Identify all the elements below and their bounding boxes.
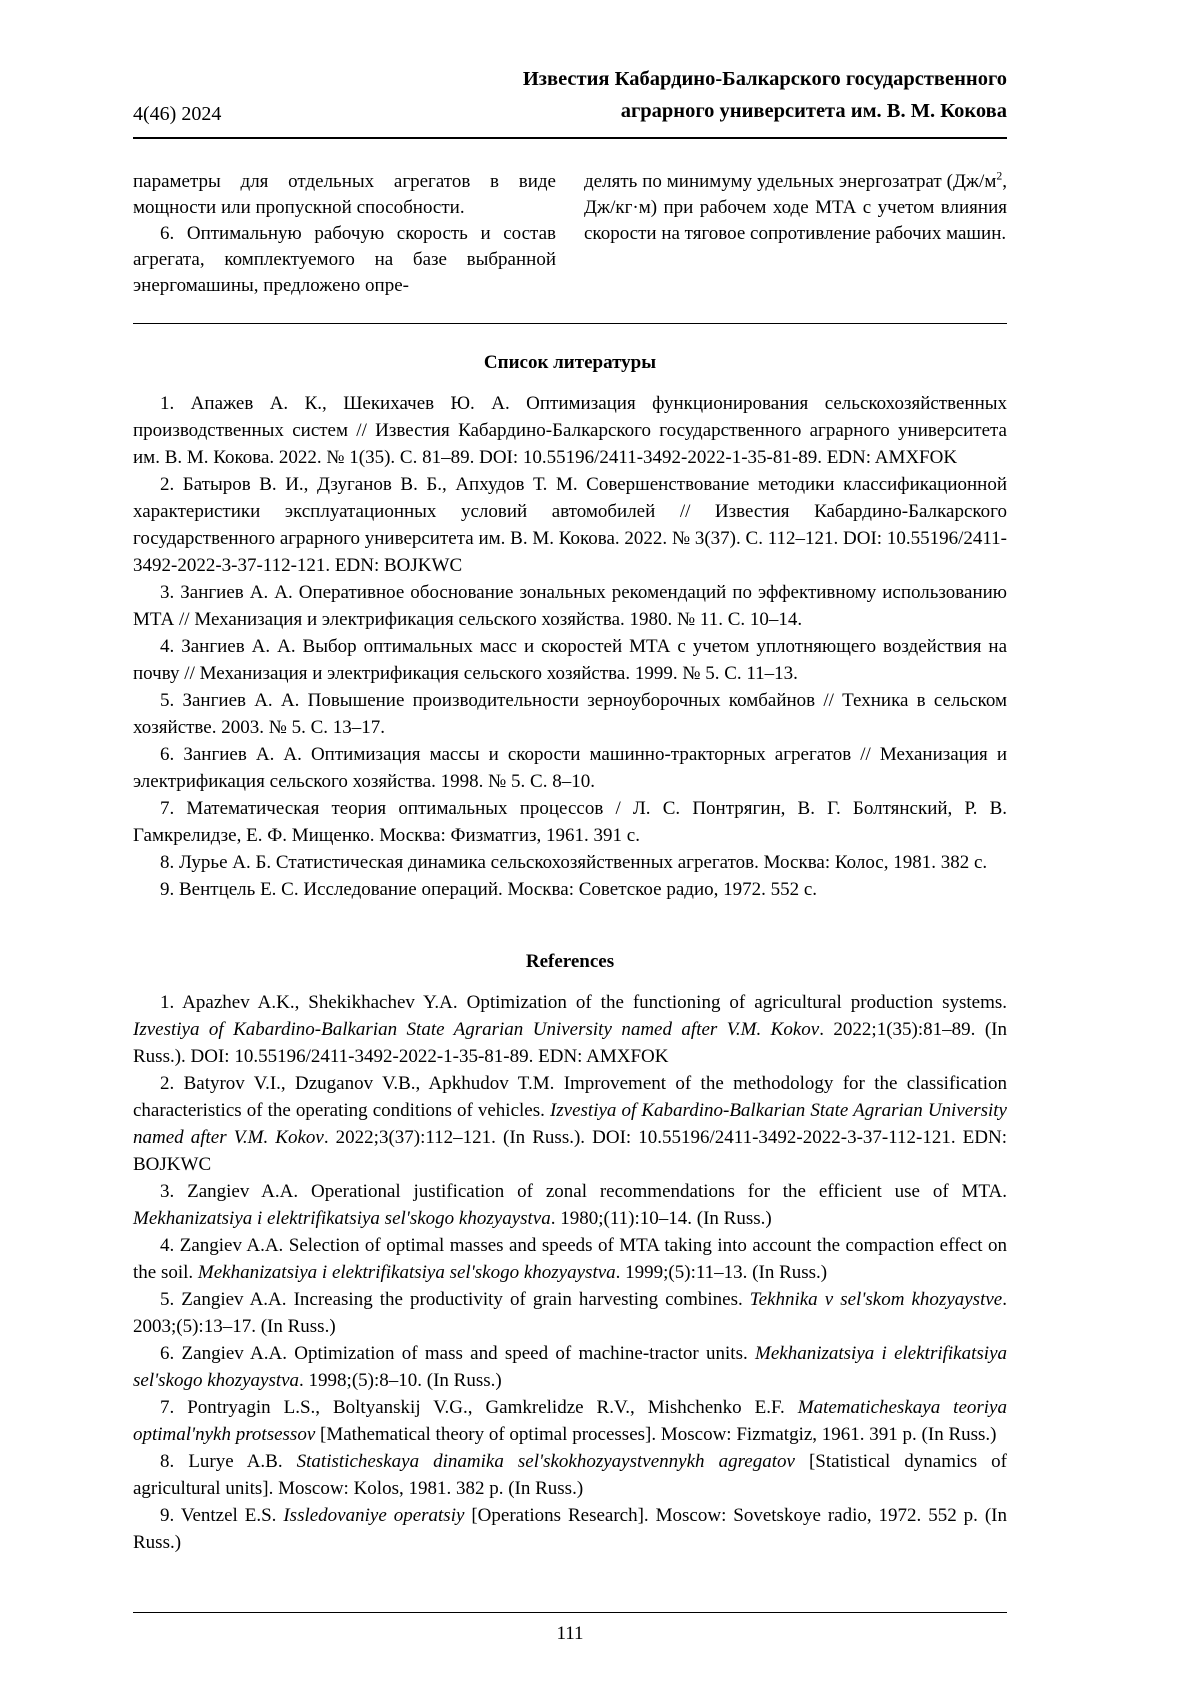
text-segment: 9. Вентцель Е. С. Исследование операций. Москва: Советское радио, 1972. 552 с. (160, 878, 818, 900)
right-column (584, 169, 1007, 299)
header-divider (133, 137, 1007, 139)
text-segment: 3. Зангиев А. А. Оперативное обоснование зональных рекомендаций по эффективному использованию МТА // Механизация и электрификация сельского хозяйства. 1980. № 11. С. 10–14. (133, 581, 1007, 630)
reference-item (133, 741, 1007, 795)
text-segment: 3. Zangiev A.A. Operational justification of zonal recommendations for the efficient use of MTA. (160, 1180, 1007, 1202)
reference-item (133, 687, 1007, 741)
text-segment: . 1998;(5):8–10. (In Russ.) (299, 1369, 502, 1391)
text-segment: 6. Zangiev A.A. Optimization of mass and speed of machine-tractor units. (160, 1342, 756, 1364)
article-body-text (133, 169, 1007, 299)
text-segment: 2. Batyrov V.I., Dzuganov V.B., Apkhudov T.M. Improvement of the methodology for the classification characteristics of the operating conditions of vehicles. (133, 1072, 1007, 1121)
superscript-text: 2 (996, 169, 1003, 183)
italic-text: Mekhanizatsiya i elektrifikatsiya sel'skogo khozyaystva (133, 1342, 1008, 1391)
text-segment: 5. Zangiev A.A. Increasing the productivity of grain harvesting combines. (160, 1288, 750, 1310)
reference-item (133, 390, 1007, 471)
text-segment: [Statistical dynamics of agricultural units]. Moscow: Kolos, 1981. 382 p. (In Russ.) (133, 1450, 1007, 1499)
text-segment: 1. Апажев А. К., Шекихачев Ю. А. Оптимизация функционирования сельскохозяйственных производственных систем // Известия Кабардино-Балкарского государственного аграрного университета им. В. М. Кокова. 2022. № 1(35). С. 81–89. DOI: 10.55196/2411-3492-2022-1-35-81-89. EDN: AMXFOK (133, 392, 1007, 468)
italic-text: Izvestiya of Kabardino-Balkarian State Agrarian University named after V.M. Kokov (133, 1018, 820, 1040)
journal-title-line2: аграрного университета им. В. М. Кокова (620, 99, 1007, 122)
reference-item (133, 1070, 1007, 1178)
journal-title (523, 64, 1007, 128)
text-segment: 4. Зангиев А. А. Выбор оптимальных масс и скоростей МТА с учетом уплотняющего воздействия на почву // Механизация и электрификация сельского хозяйства. 1999. № 5. С. 11–13. (133, 635, 1007, 684)
text-segment: . 2022;3(37):112–121. (In Russ.). DOI: 10.55196/2411-3492-2022-3-37-112-121. EDN: BOJKWC (133, 1126, 1008, 1175)
italic-text: Mekhanizatsiya i elektrifikatsiya sel'skogo khozyaystva (197, 1261, 616, 1283)
bibliography-en-list (133, 989, 1007, 1556)
reference-item (133, 579, 1007, 633)
italic-text: Matematicheskaya teoriya optimal'nykh protsessov (133, 1396, 1007, 1445)
text-segment: 4. Zangiev A.A. Selection of optimal masses and speeds of MTA taking into account the compaction effect on the soil. (133, 1234, 1007, 1283)
reference-item (133, 1286, 1007, 1340)
body-paragraph (133, 169, 556, 221)
text-segment: . 2022;1(35):81–89. (In Russ.). DOI: 10.55196/2411-3492-2022-1-35-81-89. EDN: AMXFOK (133, 1018, 1007, 1067)
bibliography-en-title: References (525, 950, 615, 972)
text-segment: 9. Ventzel E.S. (160, 1504, 284, 1526)
left-column (133, 169, 556, 299)
page-number: 111 (556, 1623, 584, 1644)
text-segment: 8. Лурье А. Б. Статистическая динамика сельскохозяйственных агрегатов. Москва: Колос, 1981. 382 с. (160, 851, 988, 873)
reference-item (133, 849, 1007, 876)
page-header (133, 64, 1007, 128)
reference-item (133, 1340, 1007, 1394)
text-segment: 6. Оптимальную рабочую скорость и состав агрегата, комплектуемого на базе выбранной энергомашины, предложено опре- (133, 222, 556, 296)
italic-text: Tekhnika v sel'skom khozyaystve (749, 1288, 1003, 1310)
text-segment: параметры для отдельных агрегатов в виде мощности или пропускной способности. (133, 170, 556, 218)
page-footer (133, 1612, 1007, 1645)
reference-item (133, 1394, 1007, 1448)
italic-text: Izvestiya of Kabardino-Balkarian State Agrarian University named after V.M. Kokov (133, 1099, 1007, 1148)
reference-item (133, 876, 1007, 903)
text-segment: 8. Lurye A.B. (160, 1450, 297, 1472)
reference-item (133, 989, 1007, 1070)
journal-title-line1: Известия Кабардино-Балкарского государственного (522, 68, 1007, 90)
reference-item (133, 471, 1007, 579)
text-segment: 7. Pontryagin L.S., Boltyanskij V.G., Gamkrelidze R.V., Mishchenko E.F. (160, 1396, 798, 1418)
text-segment: 2. Батыров В. И., Дзуганов В. Б., Апхудов Т. М. Совершенствование методики классификационной характеристики эксплуатационных условий автомобилей // Известия Кабардино-Балкарского государственного аграрного университета им. В. М. Кокова. 2022. № 3(37). С. 112–121. DOI: 10.55196/2411-3492-2022-3-37-112-121. EDN: BOJKWC (133, 473, 1007, 576)
bibliography-ru-title: Список литературы (483, 351, 657, 373)
text-segment: 7. Математическая теория оптимальных процессов / Л. С. Понтрягин, В. Г. Болтянский, Р. В. Гамкрелидзе, Е. Ф. Мищенко. Москва: Физматгиз, 1961. 391 с. (133, 797, 1007, 846)
text-segment: делять по минимуму удельных энергозатрат (Дж/м (584, 170, 997, 192)
text-segment: 1. Apazhev A.K., Shekikhachev Y.A. Optimization of the functioning of agricultural production systems. (160, 991, 1007, 1013)
bibliography-ru-list (133, 390, 1007, 903)
reference-item (133, 1232, 1007, 1286)
text-segment: 5. Зангиев А. А. Повышение производительности зерноуборочных комбайнов // Техника в сельском хозяйстве. 2003. № 5. С. 13–17. (133, 689, 1007, 738)
italic-text: Issledovaniye operatsiy (283, 1504, 465, 1526)
reference-item (133, 795, 1007, 849)
footer-divider (133, 1612, 1007, 1613)
reference-item (133, 1448, 1007, 1502)
text-segment: , Дж/кг·м) при рабочем ходе МТА с учетом влияния скорости на тяговое сопротивление рабочих машин. (584, 170, 1007, 244)
text-segment: [Mathematical theory of optimal processes]. Moscow: Fizmatgiz, 1961. 391 p. (In Russ.) (315, 1423, 997, 1445)
text-segment: 6. Зангиев А. А. Оптимизация массы и скорости машинно-тракторных агрегатов // Механизация и электрификация сельского хозяйства. 1998. № 5. С. 8–10. (133, 743, 1007, 792)
reference-item (133, 633, 1007, 687)
body-paragraph (133, 221, 556, 299)
text-segment: . 1980;(11):10–14. (In Russ.) (550, 1207, 772, 1229)
text-segment: . 2003;(5):13–17. (In Russ.) (133, 1288, 1007, 1337)
issue-number: 4(46) 2024 (133, 102, 222, 125)
text-segment: [Operations Research]. Moscow: Sovetskoye radio, 1972. 552 p. (In Russ.) (133, 1504, 1007, 1553)
text-segment: . 1999;(5):11–13. (In Russ.) (615, 1261, 828, 1283)
reference-item (133, 1178, 1007, 1232)
reference-item (133, 1502, 1007, 1556)
body-paragraph (584, 169, 1007, 247)
italic-text: Mekhanizatsiya i elektrifikatsiya sel'skogo khozyaystva (133, 1207, 551, 1229)
italic-text: Statisticheskaya dinamika sel'skokhozyaystvennykh agregatov (296, 1450, 795, 1472)
section-divider (133, 323, 1007, 324)
